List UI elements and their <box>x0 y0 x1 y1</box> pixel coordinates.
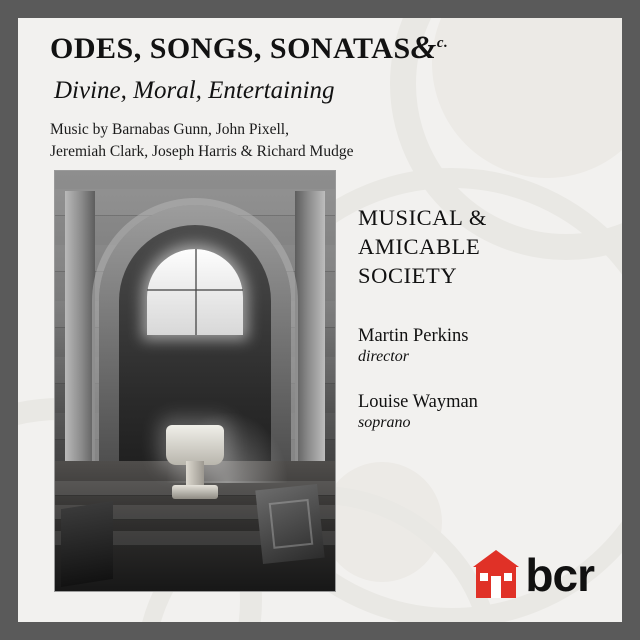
house-roof-shape <box>473 550 519 567</box>
cover-artwork <box>18 18 622 622</box>
title-block <box>50 30 590 164</box>
performer-name: Louise Wayman <box>358 392 478 413</box>
ensemble-line-2: AMICABLE <box>358 233 481 259</box>
performer-entry <box>358 392 598 432</box>
house-door-shape <box>491 576 501 598</box>
ampersand-glyph: & <box>410 30 437 66</box>
performer-role: soprano <box>358 414 411 432</box>
performer-role: director <box>358 348 409 366</box>
photograph-image <box>55 171 335 591</box>
church-window <box>147 249 243 335</box>
performer-name: Martin Perkins <box>358 326 469 347</box>
credits-block <box>358 204 598 432</box>
house-window-left-shape <box>480 573 488 581</box>
wooden-lectern <box>255 484 324 564</box>
performer-entry <box>358 326 598 366</box>
ensemble-line-3: SOCIETY <box>358 262 458 288</box>
composers-line-1: Music by Barnabas Gunn, John Pixell, <box>50 121 289 138</box>
album-title-text: ODES, SONGS, SONATAS <box>50 32 411 65</box>
label-wordmark: bcr <box>525 549 594 602</box>
record-label-logo <box>473 549 594 602</box>
wooden-pew <box>61 501 113 587</box>
baptismal-font-stem <box>186 461 204 487</box>
etc-superscript: c. <box>436 35 449 51</box>
baptismal-font-bowl <box>166 425 224 465</box>
album-title <box>50 30 590 67</box>
ensemble-line-1: MUSICAL & <box>358 205 487 230</box>
composers-credit <box>50 119 590 164</box>
cover-photograph <box>54 170 336 592</box>
composers-line-2: Jeremiah Clark, Joseph Harris & Richard Mudge <box>50 143 354 161</box>
house-icon <box>473 550 519 598</box>
ensemble-name <box>358 204 598 290</box>
baptismal-font-base <box>172 485 218 499</box>
house-window-right-shape <box>504 573 512 581</box>
album-subtitle: Divine, Moral, Entertaining <box>54 77 335 104</box>
